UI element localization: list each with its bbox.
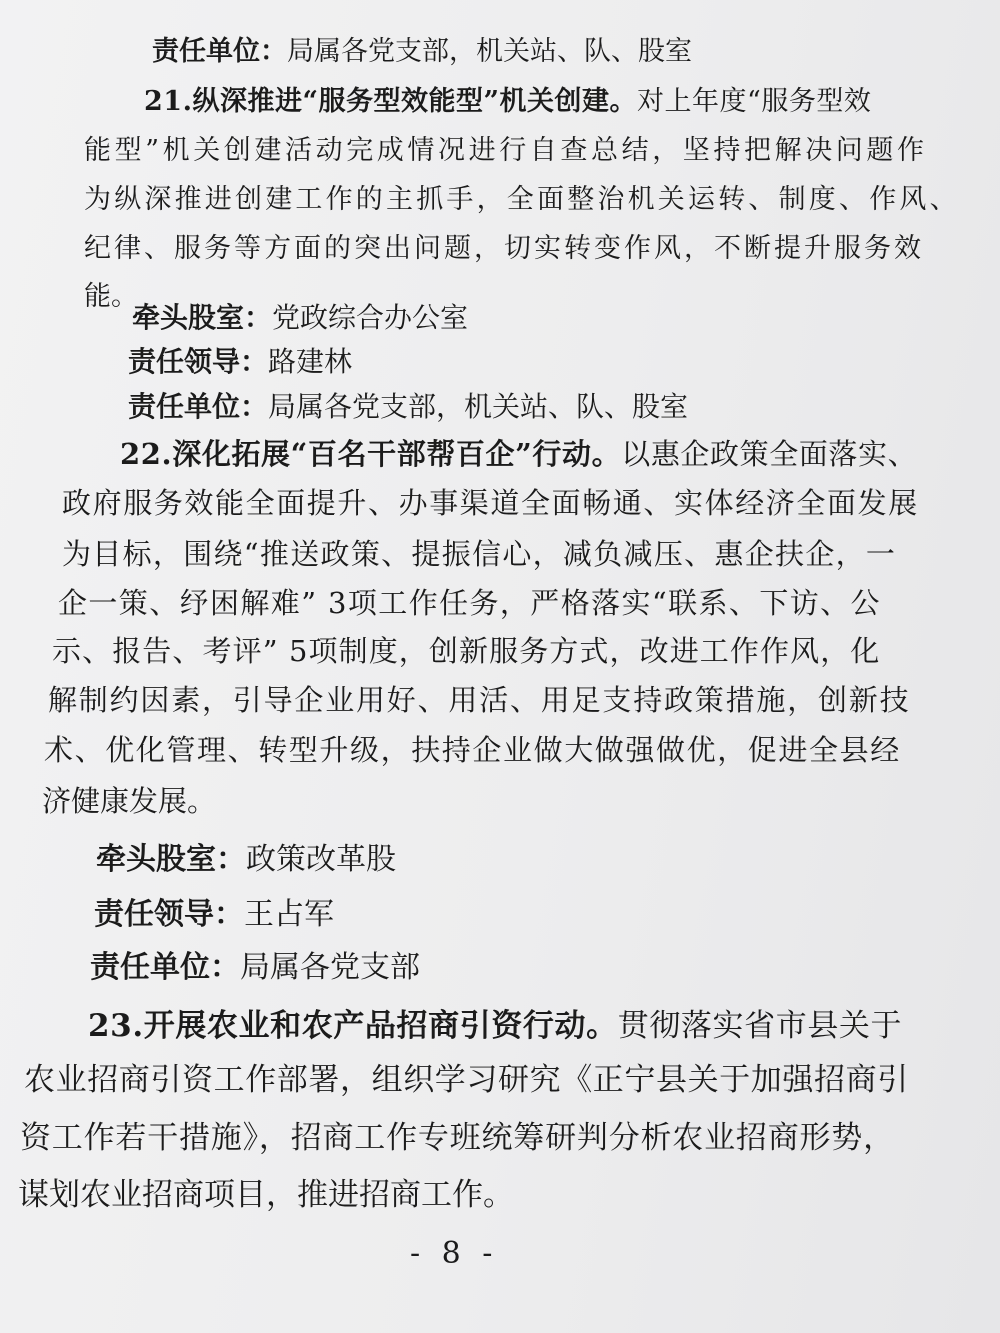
field-value: 局属各党支部 <box>240 950 420 985</box>
field-value: 王占军 <box>244 897 334 932</box>
item-heading: 23.开展农业和农产品招商引资行动。 <box>88 1008 618 1044</box>
lead-office-line <box>132 301 469 334</box>
paragraph-line: 谋划农业招商项目，推进招商工作。 <box>18 1177 514 1213</box>
paragraph-line: 术、优化管理、转型升级，扶持企业做大做强做优，促进全县经 <box>44 733 901 767</box>
item-21-heading-line <box>144 88 871 115</box>
page-number: - 8 - <box>410 1236 499 1271</box>
field-value: 政策改革股 <box>246 842 396 877</box>
paragraph-text: 贯彻落实省市县关于 <box>617 1008 903 1044</box>
field-value: 局属各党支部，机关站、队、股室 <box>268 390 689 423</box>
paragraph-line: 资工作若干措施》，招商工作专班统筹研判分析农业招商形势， <box>20 1120 895 1156</box>
responsibility-unit-line <box>152 38 692 65</box>
paragraph-line: 解制约因素，引导企业用好、用活、用足支持政策措施，创新技 <box>48 683 911 717</box>
responsibility-unit-line <box>128 390 689 423</box>
item-22-heading-line <box>120 437 918 471</box>
item-23-heading-line <box>88 1008 903 1044</box>
field-label: 责任单位： <box>90 950 240 985</box>
field-value: 路建林 <box>268 345 353 378</box>
item-heading: 22.深化拓展“百名干部帮百企”行动。 <box>120 437 622 471</box>
paragraph-text: 对上年度“服务型效 <box>637 86 872 117</box>
field-label: 牵头股室： <box>132 301 273 334</box>
paragraph-line: 政府服务效能全面提升、办事渠道全面畅通、实体经济全面发展 <box>62 486 919 520</box>
paragraph-line: 示、报告、考评” 5项制度，创新服务方式，改进工作作风，化 <box>52 634 881 668</box>
paragraph-line: 农业招商引资工作部署，组织学习研究《正宁县关于加强招商引 <box>24 1062 909 1098</box>
item-heading: 21.纵深推进“服务型效能型”机关创建。 <box>144 86 638 117</box>
lead-office-line <box>96 842 396 877</box>
paragraph-text: 以惠企政策全面落实、 <box>621 437 918 471</box>
responsible-leader-line <box>128 345 353 378</box>
field-label: 牵头股室： <box>96 842 246 877</box>
field-label: 责任领导： <box>94 897 244 932</box>
responsible-leader-line <box>94 897 334 932</box>
field-value: 局属各党支部，机关站、队、股室 <box>287 36 692 67</box>
field-value: 党政综合办公室 <box>272 301 469 334</box>
paragraph-line: 为目标，围绕“推送政策、提振信心，减负减压、惠企扶企，一 <box>62 537 897 571</box>
paragraph-line: 为纵深推进创建工作的主抓手，全面整治机关运转、制度、作风、 <box>84 184 960 215</box>
responsibility-unit-line <box>90 950 420 985</box>
paragraph-line: 能型”机关创建活动完成情况进行自查总结，坚持把解决问题作 <box>84 135 928 166</box>
field-label: 责任领导： <box>128 345 269 378</box>
field-label: 责任单位： <box>152 36 287 67</box>
paragraph-line: 企一策、纾困解难” 3项工作任务，严格落实“联系、下访、公 <box>58 586 881 620</box>
paragraph-line: 纪律、服务等方面的突出问题，切实转变作风，不断提升服务效 <box>84 233 924 264</box>
field-label: 责任单位： <box>128 390 269 423</box>
paragraph-line: 济健康发展。 <box>42 784 217 818</box>
paragraph-line: 能。 <box>84 281 138 312</box>
